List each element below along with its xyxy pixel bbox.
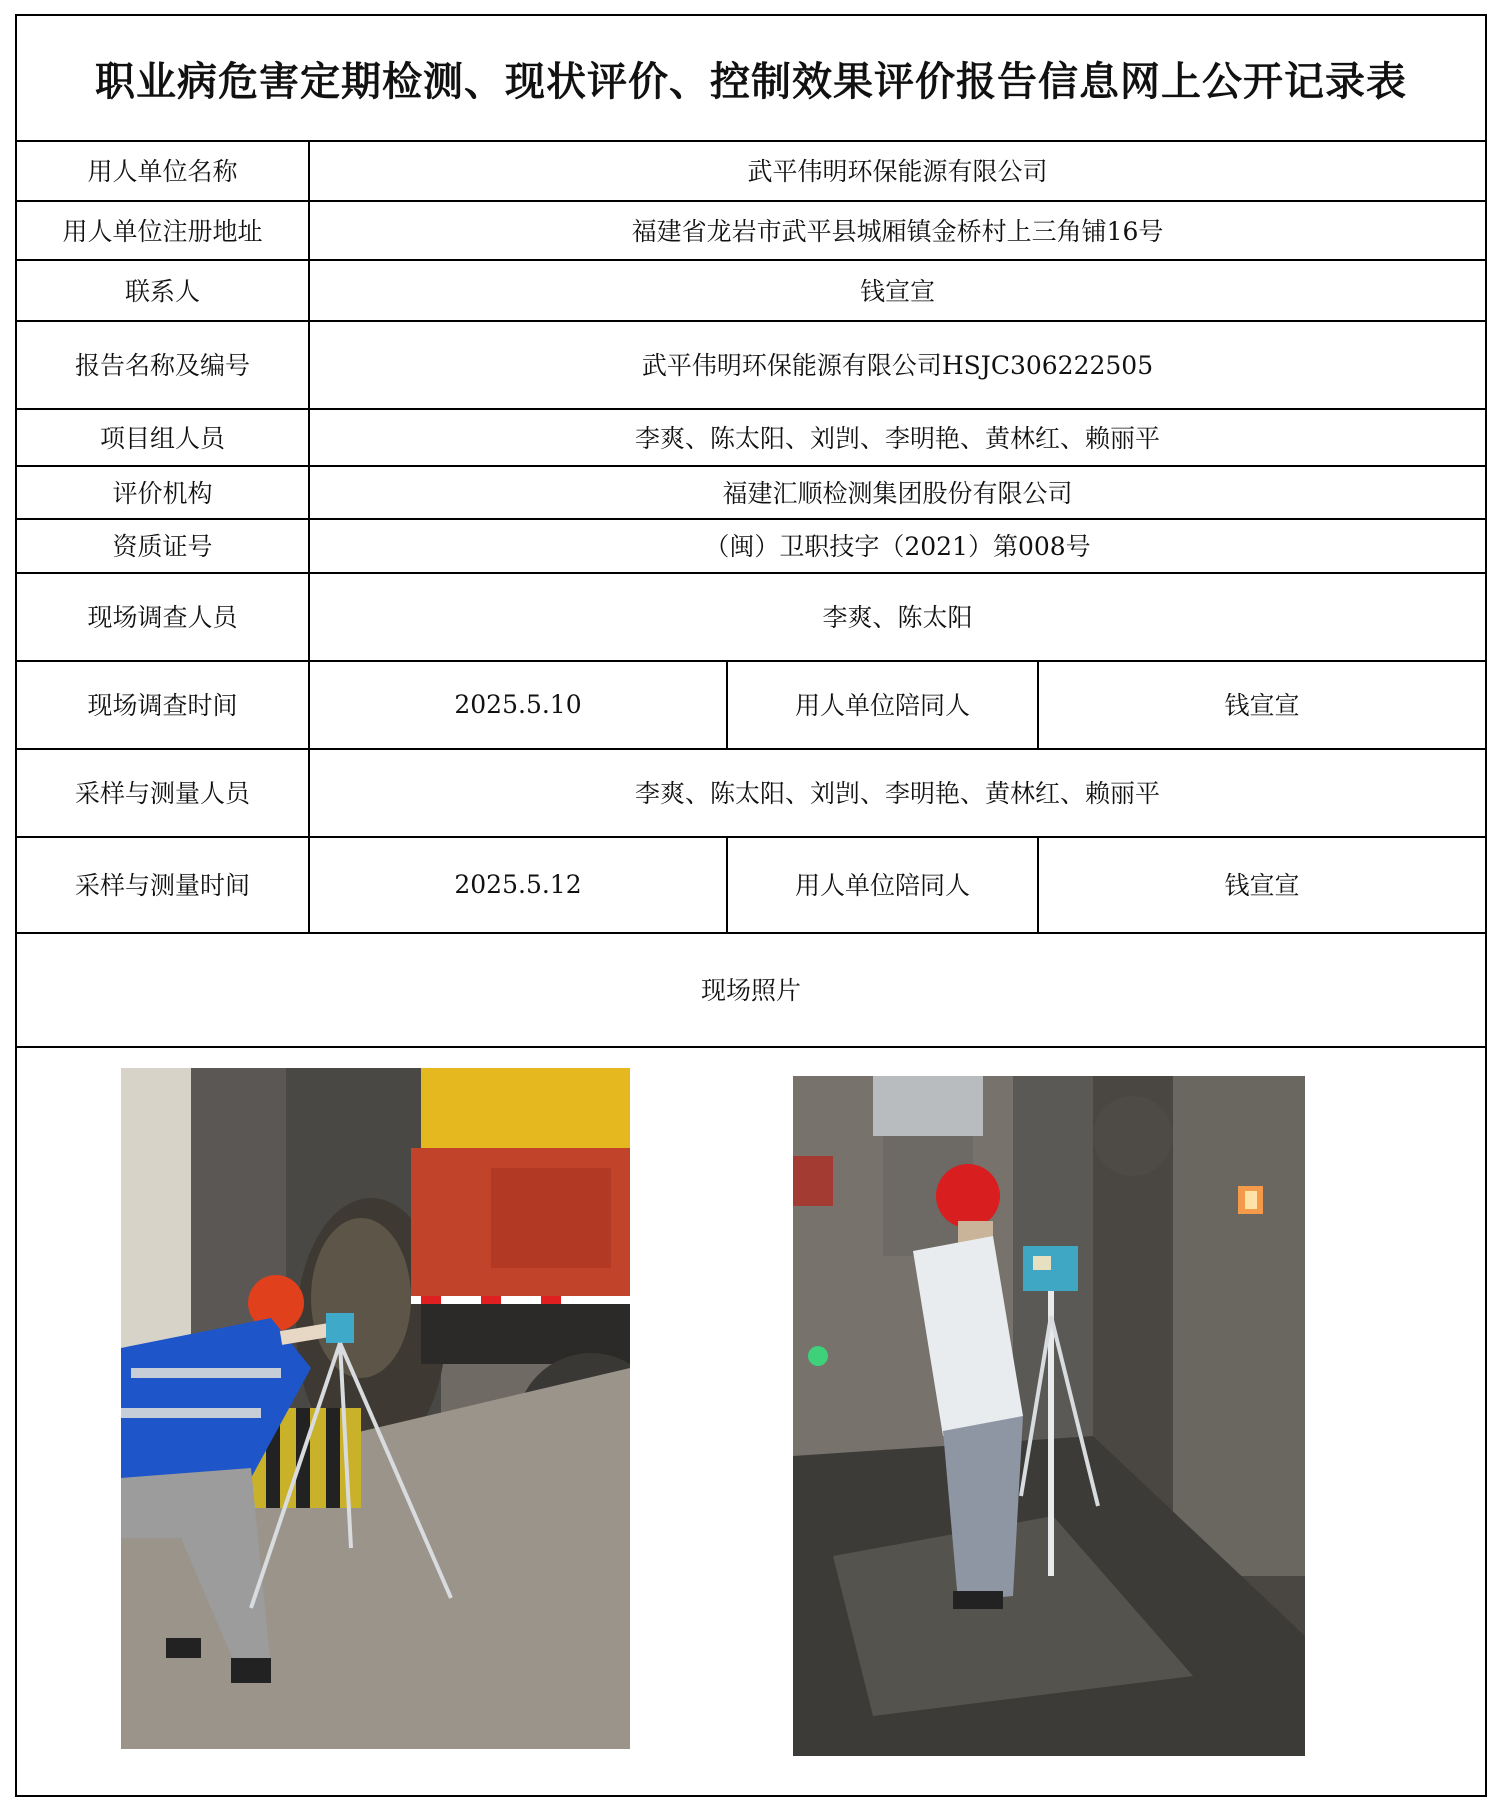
report-name-value: 武平伟明环保能源有限公司HSJC306222505 [641,351,1154,380]
site-photo-garbage-truck [121,1068,630,1749]
row-divider [17,1046,1485,1048]
agency-label: 评价机构 [112,478,213,508]
contact-label: 联系人 [124,276,200,306]
site-photo-boiler-sampling [793,1076,1305,1756]
page-title: 职业病危害定期检测、现状评价、控制效果评价报告信息网上公开记录表 [95,58,1407,105]
site-photo-2-image [793,1076,1305,1756]
contact-value: 钱宣宣 [859,276,935,306]
employer-name-label: 用人单位名称 [87,157,238,186]
survey-time-label: 现场调查时间 [87,691,238,720]
sampling-companion-value: 钱宣宣 [1224,871,1300,900]
sampling-staff-value: 李爽、陈太阳、刘剀、李明艳、黄林红、赖丽平 [634,779,1160,808]
sampling-time-label: 采样与测量时间 [74,871,250,900]
record-table [15,14,1487,1797]
survey-staff-label: 现场调查人员 [87,603,238,632]
certificate-label: 资质证号 [112,532,213,561]
agency-value: 福建汇顺检测集团股份有限公司 [722,478,1073,508]
survey-time-value: 2025.5.10 [454,689,582,719]
survey-companion-value: 钱宣宣 [1224,691,1300,720]
survey-companion-label: 用人单位陪同人 [794,691,970,720]
survey-staff-value: 李爽、陈太阳 [822,603,973,632]
project-team-label: 项目组人员 [99,423,225,453]
site-photo-1-image [121,1068,630,1749]
photos-heading: 现场照片 [700,976,801,1005]
sampling-companion-label: 用人单位陪同人 [794,871,970,900]
report-name-label: 报告名称及编号 [74,351,250,380]
employer-address-label: 用人单位注册地址 [62,216,263,246]
certificate-value: （闽）卫职技字（2021）第008号 [704,532,1091,561]
sampling-time-value: 2025.5.12 [454,869,582,899]
sampling-staff-label: 采样与测量人员 [74,779,250,808]
employer-address-value: 福建省龙岩市武平县城厢镇金桥村上三角铺16号 [631,216,1164,246]
project-team-value: 李爽、陈太阳、刘剀、李明艳、黄林红、赖丽平 [634,423,1160,453]
employer-name-value: 武平伟明环保能源有限公司 [747,157,1048,186]
